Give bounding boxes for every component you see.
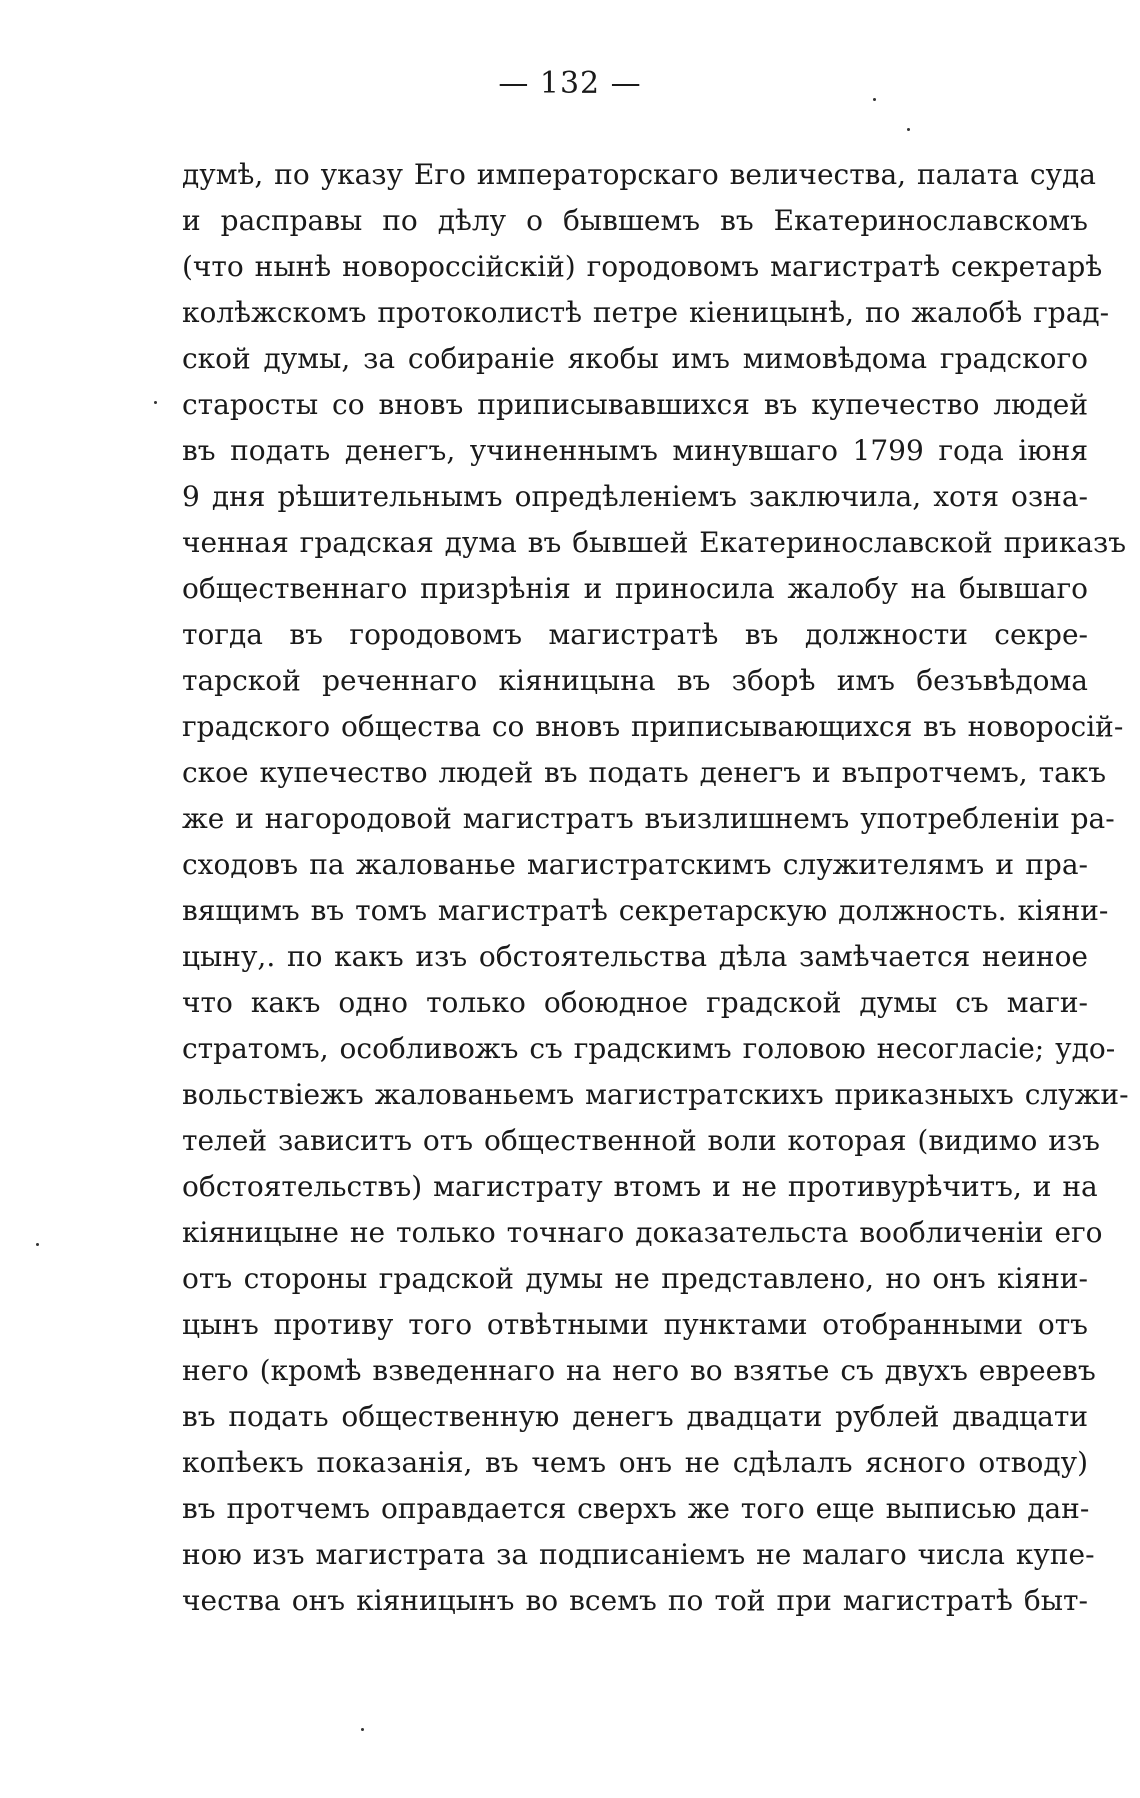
text-line: въ протчемъ оправдается сверхъ же того еще выписью дан- — [182, 1492, 1090, 1525]
text-line: ской думы, за собираніе якобы имъ мимовѣдома градского — [182, 342, 1088, 375]
text-line: тогда въ городовомъ магистратѣ въ должности секре- — [182, 618, 1088, 651]
text-line: обстоятельствъ) магистрату втомъ и не противурѣчитъ, и на — [182, 1170, 1098, 1203]
text-line: телей зависитъ отъ общественной воли которая (видимо изъ — [182, 1124, 1100, 1157]
page-number: — 132 — — [498, 66, 642, 101]
text-line: колѣжскомъ протоколистѣ петре кіеницынѣ, по жалобѣ град- — [182, 296, 1110, 329]
text-line: (что нынѣ новороссійскій) городовомъ магистратѣ секретарѣ — [182, 250, 1103, 283]
text-line: что какъ одно только обоюдное градской думы съ маги- — [182, 986, 1088, 1019]
text-line: въ подать денегъ, учиненнымъ минувшаго 1799 года іюня — [182, 434, 1088, 467]
text-line: стратомъ, особливожъ съ градскимъ головою несогласіе; удо- — [182, 1032, 1116, 1065]
text-line: вящимъ въ томъ магистратѣ секретарскую должность. кіяни- — [182, 894, 1109, 927]
text-line: чества онъ кіяницынъ во всемъ по той при магистратѣ быт- — [182, 1584, 1088, 1617]
text-line: старосты со вновъ приписывавшихся въ купечество людей — [182, 388, 1088, 421]
text-line: и расправы по дѣлу о бывшемъ въ Екатеринославскомъ — [182, 204, 1088, 237]
text-line: него (кромѣ взведеннаго на него во взятье съ двухъ евреевъ — [182, 1354, 1096, 1387]
text-line: 9 дня рѣшительнымъ опредѣленіемъ заключила, хотя озна- — [182, 480, 1088, 513]
text-line: въ подать общественную денегъ двадцати рублей двадцати — [182, 1400, 1088, 1433]
text-line: же и нагородовой магистратъ въизлишнемъ употребленіи ра- — [182, 802, 1115, 835]
text-line: цыну,. по какъ изъ обстоятельства дѣла замѣчается неиное — [182, 940, 1088, 973]
scan-speck — [36, 1243, 39, 1246]
text-line: отъ стороны градской думы не представлено, но онъ кіяни- — [182, 1262, 1088, 1295]
text-line: копѣекъ показанія, въ чемъ онъ не сдѣлалъ ясного отводу) — [182, 1446, 1088, 1479]
text-line: градского общества со вновъ приписывающихся въ новоросій- — [182, 710, 1124, 743]
text-line: вольствіежъ жалованьемъ магистратскихъ приказныхъ служи- — [182, 1078, 1129, 1111]
text-line: цынъ противу того отвѣтными пунктами отобранными отъ — [182, 1308, 1088, 1341]
scan-speck — [361, 1728, 364, 1731]
scan-speck — [154, 401, 157, 404]
text-line: ченная градская дума въ бывшей Екатеринославской приказъ — [182, 526, 1127, 559]
text-line: тарской реченнаго кіяницына въ зборѣ имъ безъвѣдома — [182, 664, 1088, 697]
text-line: ною изъ магистрата за подписаніемъ не малаго числа купе- — [182, 1538, 1095, 1571]
text-line: кіяницыне не только точнаго доказательста вообличеніи его — [182, 1216, 1103, 1249]
text-line: думѣ, по указу Его императорскаго величества, палата суда — [182, 158, 1096, 191]
text-line: общественнаго призрѣнія и приносила жалобу на бывшаго — [182, 572, 1088, 605]
body-text — [182, 152, 1129, 1624]
scan-speck — [873, 98, 876, 101]
text-line: ское купечество людей въ подать денегъ и въпротчемъ, такъ — [182, 756, 1107, 789]
text-line: сходовъ па жалованье магистратскимъ служителямъ и пра- — [182, 848, 1088, 881]
scan-speck — [907, 128, 910, 131]
